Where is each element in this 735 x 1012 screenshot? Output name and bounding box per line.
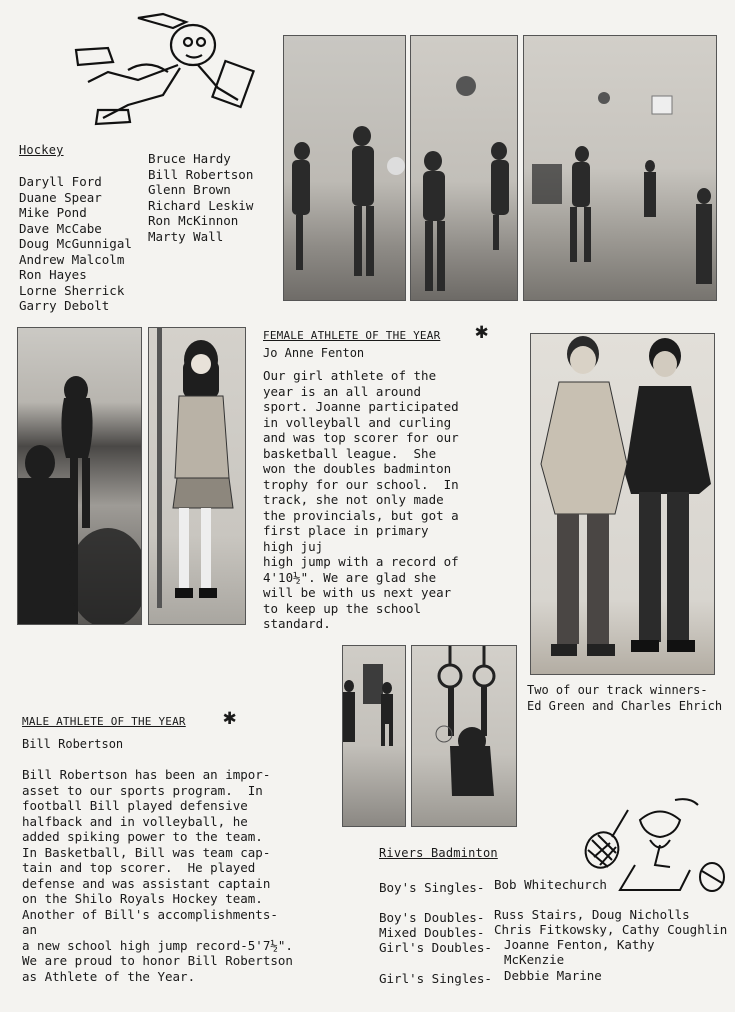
- hockey-roster-col2: [148, 151, 253, 244]
- body-line: won the doubles badminton: [263, 461, 452, 476]
- roster-name: Duane Spear: [19, 189, 102, 205]
- body-line: basketball league. She: [263, 445, 437, 461]
- body-line: sport. Joanne participated: [263, 399, 459, 414]
- roster-name: Bill Robertson: [148, 166, 254, 182]
- roster-name: Andrew Malcolm: [19, 251, 125, 267]
- body-line: high jump with a record of: [263, 554, 459, 569]
- rings-photo: [411, 645, 517, 827]
- event-label: Boy's Doubles-: [379, 910, 485, 925]
- body-line: tain and top scorer. He played: [22, 860, 256, 875]
- hockey-roster-col1: [19, 174, 132, 314]
- winner-names: Bob Whitechurch: [494, 877, 607, 892]
- volleyball-photo-1: [283, 35, 406, 301]
- body-line: Bill Robertson has been an impor-: [22, 767, 271, 782]
- roster-name: Dave McCabe: [19, 220, 102, 236]
- event-label: Mixed Doubles-: [379, 925, 485, 940]
- body-line: football Bill played defensive: [22, 798, 248, 813]
- body-line: trophy for our school. In: [263, 476, 459, 492]
- male-athlete-name: Bill Robertson: [22, 737, 124, 751]
- body-line: halfback and in volleyball, he: [22, 813, 248, 829]
- badminton-row: [379, 937, 655, 967]
- event-label: Boy's Singles-: [379, 880, 485, 895]
- winner-names: Joanne Fenton, Kathy: [504, 937, 655, 952]
- body-line: will be with us next year: [263, 585, 452, 600]
- body-line: and was top scorer for our: [263, 430, 459, 445]
- female-athlete-title: FEMALE ATHLETE OF THE YEAR: [263, 329, 441, 342]
- hockey-title: Hockey: [19, 143, 64, 157]
- track-caption: [527, 683, 722, 714]
- body-line: year is an all around: [263, 383, 422, 399]
- roster-name: Richard Leskiw: [148, 197, 254, 213]
- caption-line: Two of our track winners-: [527, 683, 708, 697]
- roster-name: Doug McGunnigal: [19, 236, 132, 251]
- body-line: added spiking power to the team.: [22, 829, 263, 844]
- body-line: asset to our sports program. In: [22, 782, 263, 798]
- body-line: high juj: [263, 538, 324, 554]
- female-athlete-body: [263, 368, 459, 632]
- winner-names: Russ Stairs, Doug Nicholls: [494, 907, 690, 922]
- body-line: We are proud to honor Bill Robertson: [22, 953, 293, 968]
- winner-names: Debbie Marine: [504, 968, 602, 983]
- caption-line: Ed Green and Charles Ehrich: [527, 698, 723, 713]
- roster-name: Lorne Sherrick: [19, 282, 125, 298]
- volleyball-photo-3: [523, 35, 717, 301]
- roster-name: Ron Hayes: [19, 267, 87, 282]
- body-line: in volleyball and curling: [263, 414, 452, 430]
- body-line: an: [22, 922, 38, 937]
- body-line: first place in primary: [263, 523, 429, 538]
- body-line: to keep up the school: [263, 600, 422, 616]
- body-line: Our girl athlete of the: [263, 368, 437, 383]
- track-winners-photo: [530, 333, 715, 675]
- badminton-row: [379, 968, 602, 987]
- roster-name: Mike Pond: [19, 205, 87, 220]
- roster-name: Bruce Hardy: [148, 151, 231, 166]
- roster-name: Daryll Ford: [19, 174, 102, 189]
- event-label: Girl's Doubles-: [379, 940, 492, 955]
- hockey-player-cartoon: [68, 10, 258, 128]
- body-line: 4'10½". We are glad she: [263, 569, 437, 585]
- roster-name: Marty Wall: [148, 228, 224, 244]
- roster-name: Ron McKinnon: [148, 213, 239, 228]
- asterisk-icon: ✱: [223, 705, 237, 730]
- body-line: a new school high jump record-5'7½".: [22, 937, 293, 953]
- body-line: Another of Bill's accomplishments-: [22, 906, 278, 922]
- volleyball-photo-2: [410, 35, 518, 301]
- roster-name: Glenn Brown: [148, 182, 231, 197]
- body-line: on the Shilo Royals Hockey team.: [22, 891, 263, 906]
- male-athlete-body: [22, 767, 293, 984]
- body-line: the provincials, but got a: [263, 507, 459, 523]
- body-line: In Basketball, Bill was team cap-: [22, 844, 271, 860]
- winner-names: McKenzie: [504, 952, 565, 967]
- body-line: track, she not only made: [263, 492, 444, 507]
- badminton-row: [379, 877, 607, 896]
- male-athlete-title: MALE ATHLETE OF THE YEAR: [22, 715, 186, 728]
- body-line: as Athlete of the Year.: [22, 968, 196, 984]
- roster-name: Garry Debolt: [19, 298, 110, 313]
- female-athlete-name: Jo Anne Fenton: [263, 346, 365, 360]
- body-line: standard.: [263, 616, 331, 631]
- girl-basketball-photo: [17, 327, 142, 625]
- event-label: Girl's Singles-: [379, 971, 492, 986]
- body-line: defense and was assistant captain: [22, 875, 271, 891]
- gym-photo: [342, 645, 406, 827]
- jo-anne-fenton-photo: [148, 327, 246, 625]
- badminton-title: Rivers Badminton: [379, 846, 498, 860]
- winner-names: Chris Fitkowsky, Cathy Coughlin: [494, 922, 728, 937]
- asterisk-icon: ✱: [475, 319, 489, 344]
